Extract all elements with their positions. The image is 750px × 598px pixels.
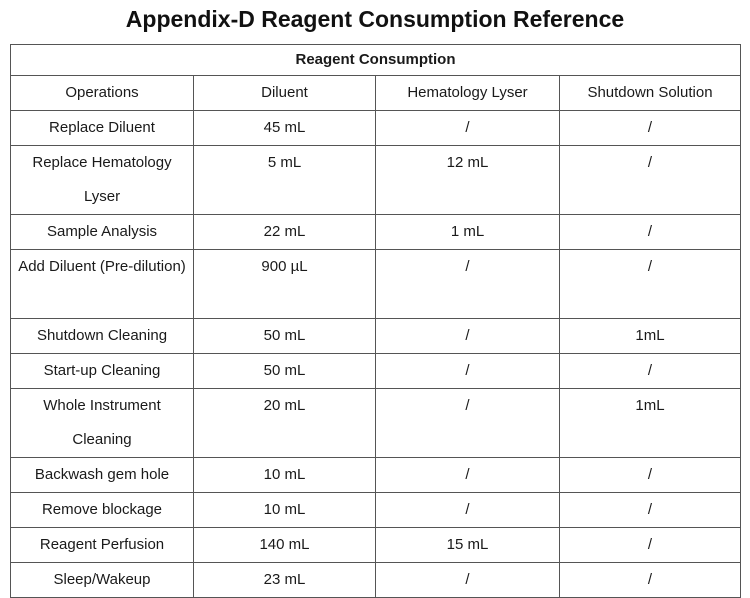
cell-operation: Whole Instrument Cleaning bbox=[11, 389, 194, 458]
table-row bbox=[11, 493, 741, 528]
cell-hematology-lyser: / bbox=[376, 563, 560, 598]
cell-diluent: 20 mL bbox=[194, 389, 376, 458]
cell-shutdown-solution: / bbox=[560, 215, 741, 250]
cell-shutdown-solution: / bbox=[560, 528, 741, 563]
cell-hematology-lyser: / bbox=[376, 319, 560, 354]
table-row bbox=[11, 458, 741, 493]
cell-shutdown-solution: / bbox=[560, 250, 741, 319]
reagent-table bbox=[10, 44, 741, 598]
cell-diluent: 50 mL bbox=[194, 354, 376, 389]
cell-diluent: 45 mL bbox=[194, 111, 376, 146]
cell-operation: Replace Diluent bbox=[11, 111, 194, 146]
cell-hematology-lyser: 12 mL bbox=[376, 146, 560, 215]
column-header-shutdown-solution: Shutdown Solution bbox=[560, 76, 741, 111]
column-header-operations: Operations bbox=[11, 76, 194, 111]
cell-shutdown-solution: / bbox=[560, 146, 741, 215]
table-row bbox=[11, 354, 741, 389]
table-row bbox=[11, 250, 741, 319]
cell-hematology-lyser: 15 mL bbox=[376, 528, 560, 563]
table-row bbox=[11, 528, 741, 563]
cell-hematology-lyser: / bbox=[376, 458, 560, 493]
cell-operation: Shutdown Cleaning bbox=[11, 319, 194, 354]
cell-operation: Backwash gem hole bbox=[11, 458, 194, 493]
cell-diluent: 50 mL bbox=[194, 319, 376, 354]
cell-diluent: 10 mL bbox=[194, 458, 376, 493]
cell-hematology-lyser: / bbox=[376, 493, 560, 528]
cell-diluent: 900 µL bbox=[194, 250, 376, 319]
cell-shutdown-solution: / bbox=[560, 354, 741, 389]
cell-shutdown-solution: 1mL bbox=[560, 389, 741, 458]
cell-operation: Sleep/Wakeup bbox=[11, 563, 194, 598]
cell-diluent: 22 mL bbox=[194, 215, 376, 250]
table-row bbox=[11, 319, 741, 354]
cell-hematology-lyser: / bbox=[376, 111, 560, 146]
table-row bbox=[11, 389, 741, 458]
cell-hematology-lyser: 1 mL bbox=[376, 215, 560, 250]
column-header-hematology-lyser: Hematology Lyser bbox=[376, 76, 560, 111]
cell-operation: Replace Hematology Lyser bbox=[11, 146, 194, 215]
cell-operation: Add Diluent (Pre-dilution) bbox=[11, 250, 194, 319]
cell-shutdown-solution: / bbox=[560, 493, 741, 528]
cell-hematology-lyser: / bbox=[376, 354, 560, 389]
cell-shutdown-solution: 1mL bbox=[560, 319, 741, 354]
cell-hematology-lyser: / bbox=[376, 250, 560, 319]
cell-operation: Reagent Perfusion bbox=[11, 528, 194, 563]
cell-shutdown-solution: / bbox=[560, 111, 741, 146]
cell-diluent: 140 mL bbox=[194, 528, 376, 563]
cell-operation: Start-up Cleaning bbox=[11, 354, 194, 389]
table-row bbox=[11, 146, 741, 215]
cell-operation: Remove blockage bbox=[11, 493, 194, 528]
cell-operation: Sample Analysis bbox=[11, 215, 194, 250]
table-row bbox=[11, 215, 741, 250]
table-row bbox=[11, 563, 741, 598]
page-title: Appendix-D Reagent Consumption Reference bbox=[125, 6, 625, 32]
table-row bbox=[11, 111, 741, 146]
cell-hematology-lyser: / bbox=[376, 389, 560, 458]
cell-shutdown-solution: / bbox=[560, 458, 741, 493]
column-header-diluent: Diluent bbox=[194, 76, 376, 111]
cell-shutdown-solution: / bbox=[560, 563, 741, 598]
cell-diluent: 10 mL bbox=[194, 493, 376, 528]
table-caption: Reagent Consumption bbox=[11, 45, 741, 76]
cell-diluent: 5 mL bbox=[194, 146, 376, 215]
cell-diluent: 23 mL bbox=[194, 563, 376, 598]
